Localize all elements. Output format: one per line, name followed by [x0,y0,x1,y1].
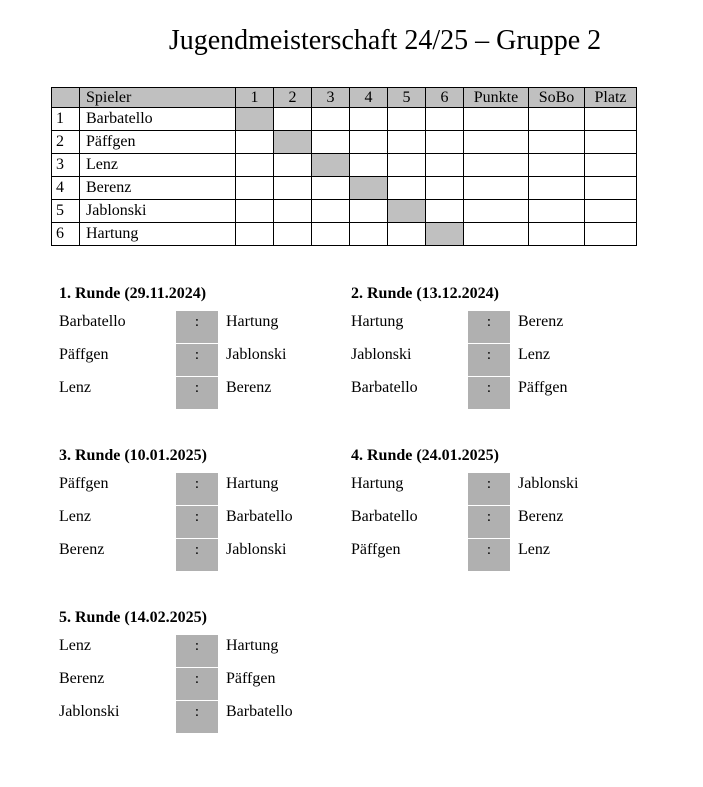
away-player: Lenz [518,541,550,558]
away-player: Berenz [518,313,564,330]
points-cell [464,154,529,177]
result-cell [350,108,388,131]
sobo-cell [529,223,585,246]
sobo-cell [529,154,585,177]
home-player: Päffgen [351,541,401,558]
round-2 [351,283,568,410]
result-box: : [176,311,218,343]
header-spieler: Spieler [80,88,236,108]
away-player: Hartung [226,475,279,492]
header-punkte: Punkte [464,88,529,108]
result-box: : [468,539,510,571]
header-col-6: 6 [426,88,464,108]
away-player: Barbatello [226,703,293,720]
match-row [59,635,279,668]
round-title: 2. Runde (13.12.2024) [351,285,500,302]
home-player: Lenz [59,508,91,525]
result-cell [236,154,274,177]
home-player: Berenz [59,670,105,687]
result-cell [312,200,350,223]
match-row [351,473,579,506]
header-col-2: 2 [274,88,312,108]
match-row [59,668,276,701]
self-cell [350,177,388,200]
table-header-row [52,88,637,108]
match-row [351,311,564,344]
match-row [59,377,272,410]
result-box: : [176,539,218,571]
table-row [52,108,637,131]
sobo-cell [529,177,585,200]
result-box: : [468,311,510,343]
result-box: : [468,344,510,376]
result-box: : [176,377,218,409]
result-cell [236,131,274,154]
result-box: : [176,635,218,667]
platz-cell [585,154,637,177]
table-row [52,154,637,177]
match-row [351,344,550,377]
sobo-cell [529,108,585,131]
table-row [52,177,637,200]
player-number: 4 [52,177,80,200]
match-row [59,701,293,734]
table-row [52,131,637,154]
result-cell [426,131,464,154]
self-cell [426,223,464,246]
result-cell [350,131,388,154]
result-box: : [176,473,218,505]
self-cell [312,154,350,177]
result-cell [388,177,426,200]
round-3 [59,445,293,572]
player-number: 1 [52,108,80,131]
result-cell [426,154,464,177]
home-player: Päffgen [59,346,109,363]
result-cell [350,223,388,246]
result-cell [274,223,312,246]
table-row [52,223,637,246]
points-cell [464,177,529,200]
player-name: Jablonski [80,200,236,223]
self-cell [236,108,274,131]
result-box: : [176,701,218,733]
home-player: Päffgen [59,475,109,492]
home-player: Hartung [351,475,404,492]
header-col-4: 4 [350,88,388,108]
away-player: Lenz [518,346,550,363]
away-player: Barbatello [226,508,293,525]
points-cell [464,223,529,246]
header-platz: Platz [585,88,637,108]
cross-table [51,87,637,246]
home-player: Hartung [351,313,404,330]
round-title: 1. Runde (29.11.2024) [59,285,207,302]
result-box: : [468,506,510,538]
table-row [52,200,637,223]
result-box: : [468,377,510,409]
platz-cell [585,108,637,131]
platz-cell [585,223,637,246]
sobo-cell [529,200,585,223]
result-cell [274,200,312,223]
player-number: 3 [52,154,80,177]
result-cell [312,177,350,200]
result-cell [312,223,350,246]
match-row [351,539,550,572]
player-name: Lenz [80,154,236,177]
away-player: Berenz [518,508,564,525]
home-player: Lenz [59,379,91,396]
header-col-1: 1 [236,88,274,108]
result-cell [312,108,350,131]
player-name: Päffgen [80,131,236,154]
away-player: Hartung [226,637,279,654]
result-cell [388,108,426,131]
platz-cell [585,131,637,154]
result-cell [350,200,388,223]
round-1 [59,283,287,410]
away-player: Päffgen [226,670,276,687]
result-cell [274,108,312,131]
home-player: Berenz [59,541,105,558]
player-name: Barbatello [80,108,236,131]
match-row [59,473,279,506]
result-cell [426,108,464,131]
away-player: Päffgen [518,379,568,396]
result-cell [426,200,464,223]
result-cell [426,177,464,200]
header-index [52,88,80,108]
match-row [351,506,564,539]
match-row [59,311,279,344]
result-box: : [176,506,218,538]
sobo-cell [529,131,585,154]
result-cell [236,223,274,246]
self-cell [388,200,426,223]
result-box: : [176,344,218,376]
points-cell [464,200,529,223]
home-player: Lenz [59,637,91,654]
header-sobo: SoBo [529,88,585,108]
round-5 [59,607,293,734]
result-cell [350,154,388,177]
home-player: Jablonski [59,703,120,720]
player-number: 5 [52,200,80,223]
header-col-3: 3 [312,88,350,108]
home-player: Barbatello [59,313,126,330]
result-box: : [176,668,218,700]
page-title: Jugendmeisterschaft 24/25 – Gruppe 2 [168,25,602,56]
points-cell [464,108,529,131]
round-title: 4. Runde (24.01.2025) [351,447,500,464]
home-player: Jablonski [351,346,412,363]
match-row [351,377,568,410]
match-row [59,539,287,572]
round-4 [351,445,579,572]
result-cell [236,200,274,223]
away-player: Jablonski [518,475,579,492]
result-cell [274,154,312,177]
away-player: Berenz [226,379,272,396]
player-number: 6 [52,223,80,246]
self-cell [274,131,312,154]
result-cell [236,177,274,200]
result-cell [388,223,426,246]
round-title: 3. Runde (10.01.2025) [59,447,208,464]
result-box: : [468,473,510,505]
away-player: Jablonski [226,541,287,558]
platz-cell [585,200,637,223]
home-player: Barbatello [351,508,418,525]
result-cell [274,177,312,200]
result-cell [388,131,426,154]
platz-cell [585,177,637,200]
away-player: Jablonski [226,346,287,363]
player-number: 2 [52,131,80,154]
round-title: 5. Runde (14.02.2025) [59,609,208,626]
match-row [59,344,287,377]
away-player: Hartung [226,313,279,330]
result-cell [388,154,426,177]
points-cell [464,131,529,154]
match-row [59,506,293,539]
player-name: Hartung [80,223,236,246]
player-name: Berenz [80,177,236,200]
header-col-5: 5 [388,88,426,108]
result-cell [312,131,350,154]
home-player: Barbatello [351,379,418,396]
